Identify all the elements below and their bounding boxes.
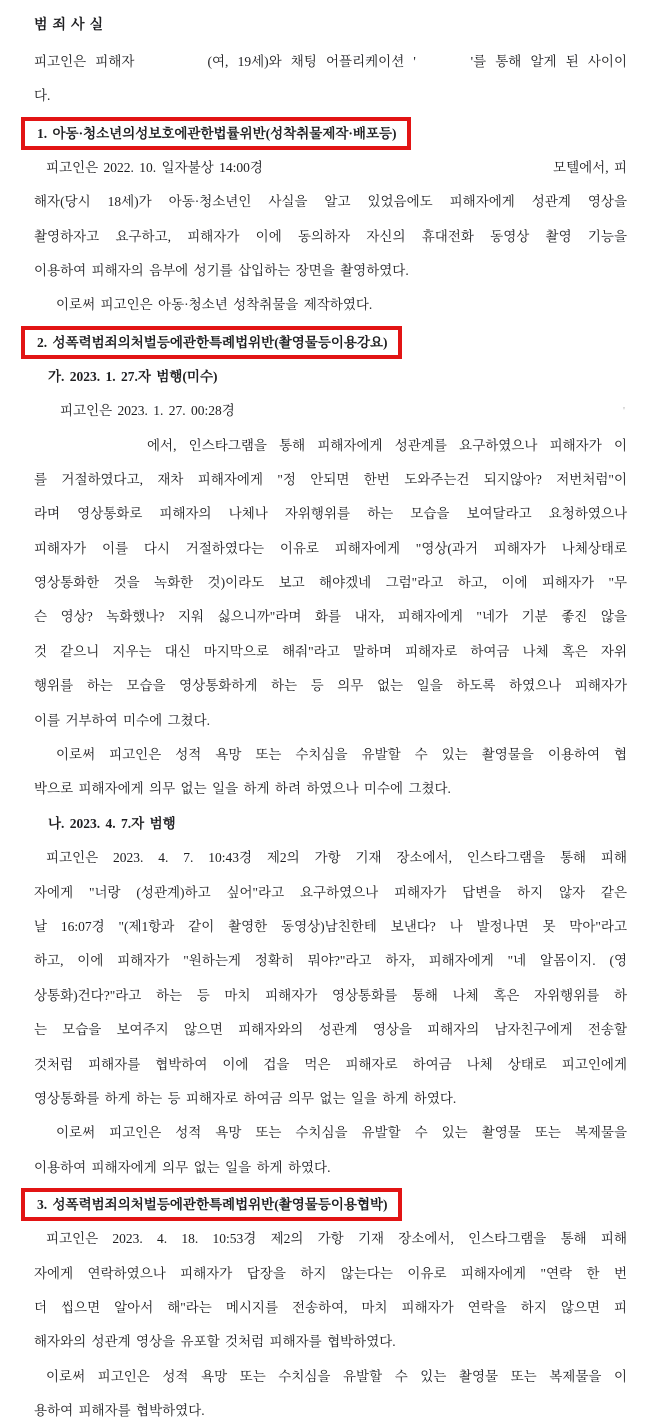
text-line: 피고인은 피해자 (여, 19세)와 채팅 어플리케이션 ' '를 통해 알게 된 사이이 — [34, 54, 627, 69]
text-line-with-redaction — [34, 394, 627, 428]
section-2 — [34, 323, 627, 1185]
text-segment: 피고인은 2023. 1. 27. 00:28경 — [60, 403, 235, 419]
text-line: 촬영하자고 요구하고, 피해자가 이에 동의하자 자신의 휴대전화 동영상 촬영 기능을 — [34, 228, 627, 244]
intro-paragraph — [34, 45, 627, 114]
text-line: 더 씹으면 알아서 해"라는 메시지를 전송하여, 마치 피해자가 연락을 하지 않으면 피 — [34, 1299, 627, 1315]
text-line: 하고, 이에 피해자가 "원하는게 정확히 뭐야?"라고 하자, 피해자에게 "네 알몸이지. (영 — [34, 953, 627, 969]
section-1 — [34, 114, 627, 323]
text-line: 자에게 "너랑 (성관계)하고 싶어"라고 요구하였으나 피해자가 답변을 하지 않자 같은 — [34, 884, 627, 900]
text-line: 것처럼 피해자를 협박하여 이에 겁을 먹은 피해자로 하여금 나체 상태로 피고인에게 — [34, 1056, 627, 1072]
text-line: 다. — [34, 88, 51, 104]
section-1-heading-redbox: 1. 아동·청소년의성보호에관한법률위반(성착취물제작·배포등) — [21, 117, 411, 150]
text-line: 해자(당시 18세)가 아동·청소년인 사실을 알고 있었음에도 피해자에게 성관계 영상을 — [34, 194, 627, 210]
text-line: 이로써 피고인은 성적 욕망 또는 수치심을 유발할 수 있는 촬영물을 이용하여 협 — [56, 747, 627, 763]
text-line: 행위를 하는 모습을 영상통화하게 하는 등 의무 없는 일을 하도록 하였으나 피해자가 — [34, 678, 627, 694]
text-line-with-redaction — [34, 151, 627, 185]
text-line: 를 거절하였다고, 재차 피해자에게 "정 안되면 한번 도와주는건 되지않아? 저번처럼"이 — [34, 471, 627, 487]
text-line: 이를 거부하여 미수에 그쳤다. — [34, 712, 210, 728]
text-line: 이로써 피고인은 아동·청소년 성착취물을 제작하였다. — [56, 297, 373, 313]
text-line: 슨 영상? 녹화했나? 지워 싫으니까"라며 화를 내자, 피해자에게 "네가 기분 좋진 않을 — [34, 609, 627, 625]
text-line: 피해자가 이를 다시 거절하였다는 이유로 피해자에게 "영상(과거 피해자가 나체상태로 — [34, 540, 627, 556]
section-3 — [34, 1185, 627, 1428]
text-line: 박으로 피해자에게 의무 없는 일을 하게 하려 하였으나 미수에 그쳤다. — [34, 781, 451, 797]
faint-quote-mark: ' — [623, 405, 625, 418]
section-3-heading-row — [34, 1185, 627, 1222]
text-segment: 모텔에서, 피 — [553, 159, 627, 175]
text-line: 이로써 피고인은 성적 욕망 또는 수치심을 유발할 수 있는 촬영물 또는 복제물을 이 — [46, 1368, 627, 1384]
subsection-b-heading: 나. 2023. 4. 7.자 범행 — [48, 815, 176, 831]
text-line: 는 모습을 보여주지 않으면 피해자와의 성관계 영상을 피해자의 남자친구에게 전송할 — [34, 1022, 627, 1038]
section-2-heading-redbox: 2. 성폭력범죄의처벌등에관한특례법위반(촬영물등이용강요) — [21, 326, 402, 359]
section-1-heading-row — [34, 114, 627, 151]
text-line: 피고인은 2023. 4. 18. 10:53경 제2의 가항 기재 장소에서, 인스타그램을 통해 피해 — [46, 1231, 627, 1247]
text-line: 피고인은 2023. 4. 7. 10:43경 제2의 가항 기재 장소에서, 인스타그램을 통해 피해 — [46, 850, 627, 866]
text-line: 것 같으니 지우는 대신 마지막으로 해줘"라고 말하며 피해자로 하여금 나체 혹은 자위 — [34, 643, 627, 659]
text-segment: 피고인은 2022. 10. 일자불상 14:00경 — [46, 159, 263, 175]
text-line: 이로써 피고인은 성적 욕망 또는 수치심을 유발할 수 있는 촬영물 또는 복제물을 — [56, 1125, 627, 1141]
text-line: 용하여 피해자를 협박하였다. — [34, 1403, 205, 1419]
text-line: 이용하여 피해자의 음부에 성기를 삽입하는 장면을 촬영하였다. — [34, 262, 409, 278]
text-line: 영상통화한 것을 녹화한 것)이라도 보고 해야겠네 그럼"라고 하고, 이에 피해자가 "무 — [34, 575, 627, 591]
text-line: 날 16:07경 "(제1항과 같이 촬영한 동영상)남친한테 보낸다? 나 발정나면 못 막아"라고 — [34, 918, 627, 934]
text-line: 영상통화를 하게 하는 등 피해자로 하여금 의무 없는 일을 하게 하였다. — [34, 1090, 457, 1106]
document-title: 범죄사실 — [34, 18, 109, 33]
section-3-heading-redbox: 3. 성폭력범죄의처벌등에관한특례법위반(촬영물등이용협박) — [21, 1188, 402, 1221]
text-line: 자에게 연락하였으나 피해자가 답장을 하지 않는다는 이유로 피해자에게 "연락 한 번 — [34, 1265, 627, 1281]
section-2-heading-row — [34, 323, 627, 360]
text-line: 라며 영상통화로 피해자의 나체나 자위행위를 하는 모습을 보여달라고 요청하였으나 — [34, 506, 627, 522]
subsection-a-heading: 가. 2023. 1. 27.자 범행(미수) — [48, 368, 218, 384]
text-line: 이용하여 피해자에게 의무 없는 일을 하게 하였다. — [34, 1159, 331, 1175]
text-line: 에서, 인스타그램을 통해 피해자에게 성관계를 요구하였으나 피해자가 이 — [147, 437, 627, 453]
text-line: 상통화)건다?"라고 하는 등 마치 피해자가 영상통화를 통해 나체 혹은 자위행위를 하 — [34, 987, 627, 1003]
text-line: 해자와의 성관계 영상을 유포할 것처럼 피해자를 협박하였다. — [34, 1334, 396, 1350]
